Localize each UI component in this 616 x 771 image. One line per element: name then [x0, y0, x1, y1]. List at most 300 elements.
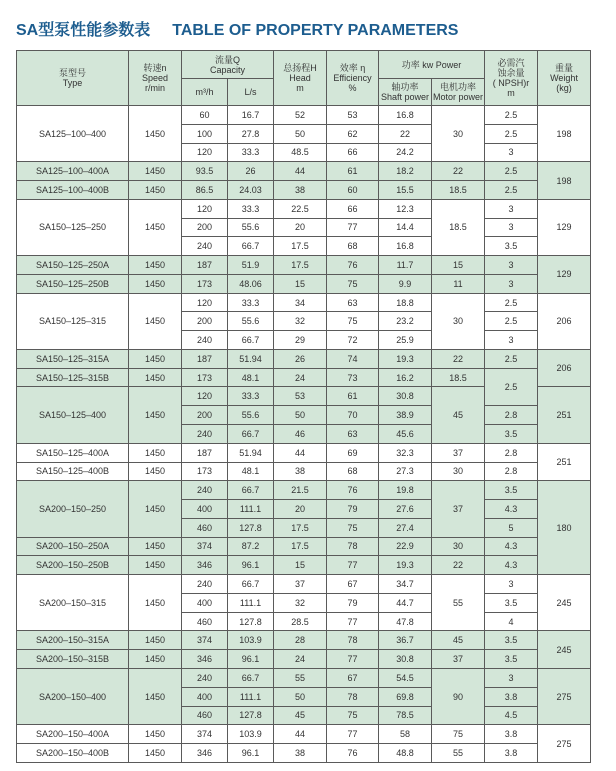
table-cell: 251	[538, 387, 591, 443]
table-cell: 2.5	[485, 162, 538, 181]
table-cell: 275	[538, 725, 591, 763]
table-cell: 30	[432, 106, 485, 162]
table-row	[17, 631, 591, 650]
table-cell: 76	[327, 744, 379, 763]
table-cell: 200	[182, 406, 228, 425]
table-cell: 24	[274, 650, 327, 669]
table-cell: 55.6	[228, 406, 274, 425]
table-cell: 4.3	[485, 500, 538, 519]
table-cell: 79	[327, 500, 379, 519]
table-cell: 2.5	[485, 293, 538, 312]
table-cell: 111.1	[228, 687, 274, 706]
table-cell: 1450	[129, 199, 182, 255]
table-cell: 78	[327, 631, 379, 650]
table-cell: 46	[274, 425, 327, 444]
table-cell: 68	[327, 462, 379, 481]
table-cell: 38.9	[379, 406, 432, 425]
table-cell: 38	[274, 462, 327, 481]
table-row	[17, 106, 591, 125]
table-cell: 22	[432, 349, 485, 368]
table-cell: 44	[274, 725, 327, 744]
table-cell: SA125–100–400A	[17, 162, 129, 181]
table-cell: 127.8	[228, 706, 274, 725]
table-row	[17, 199, 591, 218]
table-row	[17, 274, 591, 293]
table-cell: 17.5	[274, 237, 327, 256]
table-cell: 2.5	[485, 312, 538, 331]
table-cell: 67	[327, 668, 379, 687]
table-cell: 460	[182, 518, 228, 537]
table-cell: 400	[182, 687, 228, 706]
table-cell: 37	[432, 481, 485, 537]
table-row	[17, 537, 591, 556]
table-cell: 27.4	[379, 518, 432, 537]
table-cell: 21.5	[274, 481, 327, 500]
table-cell: 61	[327, 387, 379, 406]
table-cell: 1450	[129, 106, 182, 162]
table-cell: 33.3	[228, 199, 274, 218]
table-cell: 48.5	[274, 143, 327, 162]
table-cell: 51.9	[228, 256, 274, 275]
table-cell: 32	[274, 593, 327, 612]
table-cell: 346	[182, 556, 228, 575]
table-cell: 2.5	[485, 349, 538, 368]
table-cell: 187	[182, 256, 228, 275]
table-cell: 3.5	[485, 593, 538, 612]
table-cell: 27.3	[379, 462, 432, 481]
header-type: 泵型号 Type	[17, 51, 129, 106]
table-cell: 3	[485, 143, 538, 162]
table-cell: 66	[327, 143, 379, 162]
table-cell: 28	[274, 631, 327, 650]
table-cell: 240	[182, 481, 228, 500]
table-cell: 37	[274, 575, 327, 594]
table-cell: 4.5	[485, 706, 538, 725]
table-cell: 240	[182, 237, 228, 256]
table-cell: 17.5	[274, 256, 327, 275]
table-cell: 33.3	[228, 387, 274, 406]
table-cell: 38	[274, 744, 327, 763]
table-cell: 3	[485, 256, 538, 275]
table-cell: 18.5	[432, 199, 485, 255]
table-cell: 198	[538, 162, 591, 200]
table-cell: 173	[182, 368, 228, 387]
table-row	[17, 293, 591, 312]
table-cell: 100	[182, 124, 228, 143]
table-cell: 66.7	[228, 237, 274, 256]
table-cell: 1450	[129, 556, 182, 575]
table-cell: 30.8	[379, 387, 432, 406]
table-cell: SA150–125–315	[17, 293, 129, 349]
table-cell: 24.03	[228, 181, 274, 200]
table-cell: 346	[182, 744, 228, 763]
table-cell: 2.8	[485, 462, 538, 481]
table-cell: 55.6	[228, 218, 274, 237]
title-en: TABLE OF PROPERTY PARAMETERS	[172, 22, 459, 39]
table-row	[17, 668, 591, 687]
table-cell: 66	[327, 199, 379, 218]
table-cell: 66.7	[228, 481, 274, 500]
table-cell: 1450	[129, 481, 182, 537]
table-cell: 3.5	[485, 481, 538, 500]
table-cell: 11	[432, 274, 485, 293]
table-cell: 96.1	[228, 650, 274, 669]
table-cell: 78	[327, 687, 379, 706]
table-cell: 69	[327, 443, 379, 462]
table-cell: 25.9	[379, 331, 432, 350]
table-cell: 3	[485, 575, 538, 594]
table-cell: SA150–125–400B	[17, 462, 129, 481]
table-row	[17, 462, 591, 481]
table-cell: 76	[327, 256, 379, 275]
table-cell: 17.5	[274, 537, 327, 556]
table-cell: 75	[327, 706, 379, 725]
table-cell: 77	[327, 612, 379, 631]
table-row	[17, 650, 591, 669]
table-cell: 93.5	[182, 162, 228, 181]
table-cell: 3.5	[485, 650, 538, 669]
table-cell: 16.8	[379, 237, 432, 256]
table-cell: 77	[327, 650, 379, 669]
table-cell: 76	[327, 481, 379, 500]
table-cell: 1450	[129, 349, 182, 368]
table-cell: 198	[538, 106, 591, 162]
table-cell: 206	[538, 349, 591, 387]
table-cell: 240	[182, 575, 228, 594]
table-cell: SA200–150–400A	[17, 725, 129, 744]
table-cell: 3.5	[485, 425, 538, 444]
table-cell: 173	[182, 462, 228, 481]
table-cell: 30.8	[379, 650, 432, 669]
table-cell: 48.1	[228, 462, 274, 481]
table-cell: 5	[485, 518, 538, 537]
table-cell: 66.7	[228, 425, 274, 444]
table-cell: 103.9	[228, 725, 274, 744]
table-row	[17, 349, 591, 368]
table-cell: 86.5	[182, 181, 228, 200]
table-cell: 55.6	[228, 312, 274, 331]
table-cell: SA200–150–400	[17, 668, 129, 724]
table-cell: 77	[327, 218, 379, 237]
table-cell: 75	[432, 725, 485, 744]
table-cell: 87.2	[228, 537, 274, 556]
table-cell: 23.2	[379, 312, 432, 331]
table-cell: 4.3	[485, 556, 538, 575]
table-cell: 29	[274, 331, 327, 350]
title-cn: SA型泵性能参数表	[16, 22, 151, 39]
table-cell: 33.3	[228, 143, 274, 162]
table-cell: 19.8	[379, 481, 432, 500]
table-row	[17, 368, 591, 387]
table-cell: 460	[182, 706, 228, 725]
table-row	[17, 162, 591, 181]
table-cell: 460	[182, 612, 228, 631]
table-cell: 22.5	[274, 199, 327, 218]
table-cell: 251	[538, 443, 591, 481]
table-cell: 37	[432, 443, 485, 462]
table-cell: 3.5	[485, 237, 538, 256]
table-cell: SA200–150–315A	[17, 631, 129, 650]
table-cell: 73	[327, 368, 379, 387]
table-cell: 127.8	[228, 612, 274, 631]
table-cell: 2.5	[485, 106, 538, 125]
header-capacity-m3h: m³/h	[182, 79, 228, 106]
table-cell: 15	[274, 274, 327, 293]
table-cell: 3	[485, 331, 538, 350]
table-cell: SA125–100–400	[17, 106, 129, 162]
table-cell: 2.5	[485, 368, 538, 406]
table-cell: 16.7	[228, 106, 274, 125]
table-cell: 19.3	[379, 349, 432, 368]
table-cell: 19.3	[379, 556, 432, 575]
table-cell: 75	[327, 312, 379, 331]
property-parameters-table	[16, 50, 591, 763]
table-cell: 44	[274, 162, 327, 181]
table-cell: 55	[274, 668, 327, 687]
table-cell: 1450	[129, 668, 182, 724]
table-cell: 187	[182, 443, 228, 462]
table-cell: 24	[274, 368, 327, 387]
table-cell: 111.1	[228, 500, 274, 519]
table-cell: 16.2	[379, 368, 432, 387]
table-cell: SA200–150–400B	[17, 744, 129, 763]
table-cell: 11.7	[379, 256, 432, 275]
table-cell: 27.6	[379, 500, 432, 519]
table-cell: 50	[274, 687, 327, 706]
table-cell: 3.8	[485, 744, 538, 763]
table-cell: 47.8	[379, 612, 432, 631]
table-cell: 44	[274, 443, 327, 462]
table-cell: 200	[182, 312, 228, 331]
table-cell: 120	[182, 387, 228, 406]
table-cell: 3.8	[485, 725, 538, 744]
table-header	[17, 51, 591, 106]
table-cell: 173	[182, 274, 228, 293]
table-cell: 44.7	[379, 593, 432, 612]
table-cell: 3	[485, 218, 538, 237]
table-row	[17, 481, 591, 500]
table-cell: 1450	[129, 725, 182, 744]
table-cell: 74	[327, 349, 379, 368]
table-cell: 12.3	[379, 199, 432, 218]
table-cell: 240	[182, 668, 228, 687]
table-cell: 1450	[129, 631, 182, 650]
header-capacity: 流量Q Capacity	[182, 51, 274, 79]
table-cell: 45	[432, 631, 485, 650]
table-cell: 24.2	[379, 143, 432, 162]
table-cell: 18.5	[432, 181, 485, 200]
table-cell: 20	[274, 218, 327, 237]
table-cell: 62	[327, 124, 379, 143]
table-cell: 63	[327, 425, 379, 444]
table-cell: 34.7	[379, 575, 432, 594]
table-cell: SA150–125–400A	[17, 443, 129, 462]
table-cell: 34	[274, 293, 327, 312]
table-cell: 15	[274, 556, 327, 575]
table-cell: 26	[274, 349, 327, 368]
table-cell: 58	[379, 725, 432, 744]
table-cell: 3.8	[485, 687, 538, 706]
table-cell: 1450	[129, 443, 182, 462]
table-cell: 96.1	[228, 556, 274, 575]
table-cell: 36.7	[379, 631, 432, 650]
table-cell: 2.8	[485, 406, 538, 425]
table-cell: 77	[327, 725, 379, 744]
table-cell: 50	[274, 124, 327, 143]
header-efficiency: 效率 η Efficiency %	[327, 51, 379, 106]
table-cell: 1450	[129, 256, 182, 275]
table-cell: 2.8	[485, 443, 538, 462]
table-cell: 18.2	[379, 162, 432, 181]
table-cell: 3.5	[485, 631, 538, 650]
table-cell: SA200–150–250	[17, 481, 129, 537]
table-cell: SA150–125–400	[17, 387, 129, 443]
table-cell: 129	[538, 199, 591, 255]
table-cell: 75	[327, 274, 379, 293]
table-cell: 4	[485, 612, 538, 631]
table-body	[17, 106, 591, 763]
table-cell: SA200–150–250B	[17, 556, 129, 575]
table-cell: 32	[274, 312, 327, 331]
table-cell: 50	[274, 406, 327, 425]
table-cell: 51.94	[228, 443, 274, 462]
table-cell: 53	[327, 106, 379, 125]
table-cell: 52	[274, 106, 327, 125]
table-cell: 48.06	[228, 274, 274, 293]
table-cell: 61	[327, 162, 379, 181]
table-cell: 3	[485, 199, 538, 218]
table-cell: 127.8	[228, 518, 274, 537]
table-cell: 78.5	[379, 706, 432, 725]
table-cell: 200	[182, 218, 228, 237]
table-cell: 18.8	[379, 293, 432, 312]
table-cell: 1450	[129, 368, 182, 387]
table-cell: 1450	[129, 387, 182, 443]
table-cell: 68	[327, 237, 379, 256]
table-cell: 60	[182, 106, 228, 125]
header-speed: 转速n Speed r/min	[129, 51, 182, 106]
header-head: 总扬程H Head m	[274, 51, 327, 106]
table-cell: SA200–150–315	[17, 575, 129, 631]
table-cell: 16.8	[379, 106, 432, 125]
table-cell: 1450	[129, 293, 182, 349]
table-cell: 1450	[129, 537, 182, 556]
table-cell: 120	[182, 143, 228, 162]
table-cell: 66.7	[228, 668, 274, 687]
table-cell: 90	[432, 668, 485, 724]
table-cell: 51.94	[228, 349, 274, 368]
table-cell: 245	[538, 631, 591, 669]
table-cell: 37	[432, 650, 485, 669]
table-cell: 1450	[129, 650, 182, 669]
table-cell: 70	[327, 406, 379, 425]
table-cell: 374	[182, 537, 228, 556]
table-cell: 22.9	[379, 537, 432, 556]
table-cell: 3	[485, 274, 538, 293]
table-cell: 240	[182, 425, 228, 444]
table-row	[17, 556, 591, 575]
table-cell: 38	[274, 181, 327, 200]
table-row	[17, 181, 591, 200]
table-row	[17, 443, 591, 462]
table-cell: 54.5	[379, 668, 432, 687]
table-cell: SA200–150–315B	[17, 650, 129, 669]
table-cell: 30	[432, 293, 485, 349]
table-row	[17, 575, 591, 594]
table-cell: 111.1	[228, 593, 274, 612]
table-cell: 9.9	[379, 274, 432, 293]
table-cell: 187	[182, 349, 228, 368]
header-power: 功率 kw Power	[379, 51, 485, 79]
table-cell: 67	[327, 575, 379, 594]
table-cell: 48.8	[379, 744, 432, 763]
table-cell: 400	[182, 500, 228, 519]
table-cell: 63	[327, 293, 379, 312]
table-cell: 32.3	[379, 443, 432, 462]
table-cell: 30	[432, 537, 485, 556]
table-cell: 66.7	[228, 331, 274, 350]
table-cell: 96.1	[228, 744, 274, 763]
table-cell: 45	[432, 387, 485, 443]
table-cell: 79	[327, 593, 379, 612]
table-cell: 69.8	[379, 687, 432, 706]
table-cell: 15.5	[379, 181, 432, 200]
table-cell: 374	[182, 631, 228, 650]
table-cell: 22	[379, 124, 432, 143]
table-cell: 103.9	[228, 631, 274, 650]
table-cell: 180	[538, 481, 591, 575]
table-cell: SA150–125–315B	[17, 368, 129, 387]
table-cell: 275	[538, 668, 591, 724]
table-cell: SA150–125–250B	[17, 274, 129, 293]
table-cell: 33.3	[228, 293, 274, 312]
table-cell: 3	[485, 668, 538, 687]
table-cell: SA200–150–250A	[17, 537, 129, 556]
table-cell: SA125–100–400B	[17, 181, 129, 200]
table-cell: 1450	[129, 744, 182, 763]
table-cell: 129	[538, 256, 591, 294]
table-cell: 55	[432, 575, 485, 631]
table-row	[17, 256, 591, 275]
table-cell: 1450	[129, 274, 182, 293]
table-row	[17, 744, 591, 763]
table-cell: 22	[432, 162, 485, 181]
table-cell: 30	[432, 462, 485, 481]
header-shaft-power: 轴功率 Shaft power	[379, 79, 432, 106]
table-cell: 17.5	[274, 518, 327, 537]
page-title	[16, 17, 458, 40]
table-cell: 27.8	[228, 124, 274, 143]
table-cell: 77	[327, 556, 379, 575]
table-cell: 78	[327, 537, 379, 556]
table-cell: 346	[182, 650, 228, 669]
table-cell: 245	[538, 575, 591, 631]
table-cell: 45.6	[379, 425, 432, 444]
table-cell: 1450	[129, 162, 182, 181]
table-cell: 120	[182, 293, 228, 312]
table-cell: 20	[274, 500, 327, 519]
table-cell: 22	[432, 556, 485, 575]
table-cell: 1450	[129, 575, 182, 631]
table-cell: 53	[274, 387, 327, 406]
table-cell: 66.7	[228, 575, 274, 594]
table-cell: 120	[182, 199, 228, 218]
table-cell: 400	[182, 593, 228, 612]
table-cell: 374	[182, 725, 228, 744]
table-cell: 28.5	[274, 612, 327, 631]
table-cell: 206	[538, 293, 591, 349]
table-cell: SA150–125–315A	[17, 349, 129, 368]
